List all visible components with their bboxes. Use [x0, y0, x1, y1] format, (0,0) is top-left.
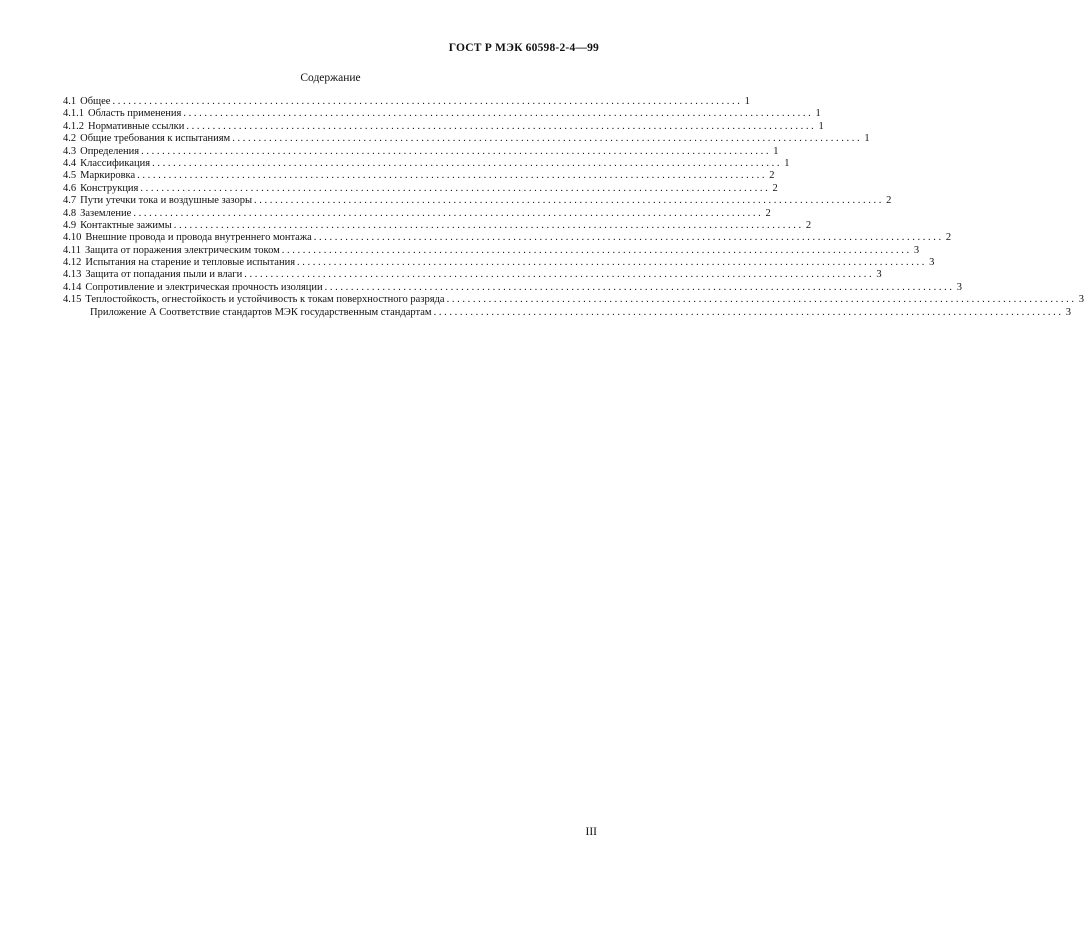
- toc-entry: [63, 195, 892, 207]
- toc-entry-number: 4.12: [63, 257, 82, 269]
- toc-entry-label: Внешние провода и провода внутреннего монтажа: [85, 232, 312, 244]
- toc-entry: [63, 120, 824, 133]
- toc-entry-page: 2: [945, 232, 952, 244]
- toc-entry-label: Общие требования к испытаниям: [80, 133, 231, 145]
- toc-entry-number: 4.11: [63, 244, 81, 256]
- toc-dot-leader: [232, 133, 859, 145]
- toc-entry-page: 1: [815, 108, 821, 120]
- toc-entry: [63, 108, 821, 120]
- toc-entry: [63, 170, 775, 182]
- toc-dot-leader: [133, 208, 760, 220]
- toc-entry-number: 4.7: [63, 195, 77, 207]
- toc-entry-number: 4.13: [63, 269, 82, 281]
- toc-dot-leader: [152, 158, 779, 170]
- toc-entry: [63, 306, 1071, 319]
- toc-entry-label: Определения: [80, 145, 140, 157]
- toc-entry-page: 2: [886, 195, 892, 207]
- toc-entry-number: 4.8: [63, 207, 77, 219]
- toc-entry-label: Маркировка: [80, 170, 136, 182]
- toc-entry-number: 4.6: [63, 182, 77, 194]
- toc-entry-number: 4.1.1: [63, 108, 84, 120]
- toc-entry-page: 2: [805, 219, 812, 231]
- toc-entry-number: 4.10: [63, 232, 82, 244]
- toc-dot-leader: [325, 282, 952, 294]
- toc-dot-leader: [254, 195, 881, 207]
- toc-entry-page: 3: [956, 281, 963, 293]
- toc-entry-number: 4.1: [63, 96, 77, 107]
- page-number: III: [585, 826, 597, 838]
- toc-entry-page: 3: [1065, 306, 1071, 318]
- toc-entry-label: Защита от поражения электрическим током: [85, 244, 280, 256]
- toc-entry-page: 3: [876, 269, 882, 281]
- toc-entry-page: 3: [913, 244, 920, 256]
- toc-dot-leader: [447, 294, 1074, 306]
- toc-entry: [63, 232, 952, 244]
- toc-entry-number: 4.9: [63, 219, 77, 231]
- toc-entry-page: 2: [765, 207, 771, 219]
- toc-entry-page: 3: [929, 257, 935, 269]
- toc-dot-leader: [140, 183, 767, 195]
- toc-entry: [63, 294, 1084, 306]
- toc-entry: [63, 219, 812, 232]
- toc-entry-label: Контактные зажимы: [80, 219, 172, 231]
- toc-entry-number: 4.4: [63, 157, 77, 169]
- toc-dot-leader: [112, 96, 739, 108]
- toc-dot-leader: [314, 232, 941, 244]
- toc-entry-page: 3: [1078, 294, 1084, 306]
- toc-entry-number: 4.5: [63, 170, 77, 182]
- table-of-contents: [63, 96, 1084, 319]
- toc-title: Содержание: [300, 72, 361, 84]
- toc-entry-label: Испытания на старение и тепловые испытания: [85, 257, 296, 269]
- toc-entry: [63, 244, 920, 257]
- toc-entry: [63, 281, 963, 294]
- toc-entry-label: Общее: [80, 96, 111, 107]
- toc-entry: [63, 207, 771, 220]
- toc-entry-number: 4.15: [63, 294, 82, 306]
- toc-dot-leader: [244, 269, 871, 281]
- toc-entry-label: Конструкция: [80, 182, 139, 194]
- toc-entry-number: 4.2: [63, 133, 77, 145]
- toc-entry: [63, 133, 870, 145]
- toc-dot-leader: [183, 108, 810, 120]
- toc-entry-label: Заземление: [80, 207, 132, 219]
- toc-entry-page: 2: [772, 182, 778, 194]
- toc-dot-leader: [434, 307, 1061, 319]
- toc-dot-leader: [282, 245, 909, 257]
- toc-entry: [63, 182, 778, 195]
- toc-dot-leader: [297, 257, 924, 269]
- toc-dot-leader: [186, 121, 813, 133]
- toc-entry-label: Сопротивление и электрическая прочность изоляции: [85, 281, 323, 293]
- toc-dot-leader: [174, 220, 801, 232]
- toc-entry-page: 1: [784, 157, 790, 169]
- toc-entry: [63, 269, 882, 281]
- toc-entry: [63, 157, 790, 170]
- toc-entry-page: 2: [769, 170, 775, 182]
- toc-entry-label: Пути утечки тока и воздушные зазоры: [80, 195, 253, 207]
- toc-entry-number: 4.14: [63, 281, 82, 293]
- toc-entry-label: Классификация: [80, 157, 151, 169]
- toc-entry-page: 1: [744, 96, 750, 107]
- toc-entry-page: 1: [773, 145, 779, 157]
- toc-entry: [63, 96, 750, 108]
- toc-entry-label: Область применения: [88, 108, 182, 120]
- toc-entry-page: 1: [864, 133, 870, 145]
- toc-dot-leader: [137, 170, 764, 182]
- toc-entry-label: Нормативные ссылки: [88, 120, 185, 132]
- toc-entry-label: Приложение А Соответствие стандартов МЭК государственным стандартам: [90, 306, 432, 318]
- toc-entry-page: 1: [818, 120, 824, 132]
- toc-dot-leader: [141, 146, 768, 158]
- toc-entry-label: Защита от попадания пыли и влаги: [85, 269, 243, 281]
- toc-entry: [63, 257, 935, 269]
- toc-entry-number: 4.1.2: [63, 120, 84, 132]
- toc-entry-label: Теплостойкость, огнестойкость и устойчивость к токам поверхностного разряда: [85, 294, 445, 306]
- document-code: ГОСТ Р МЭК 60598-2-4—99: [448, 42, 599, 54]
- toc-entry: [63, 145, 779, 158]
- toc-entry-number: 4.3: [63, 145, 77, 157]
